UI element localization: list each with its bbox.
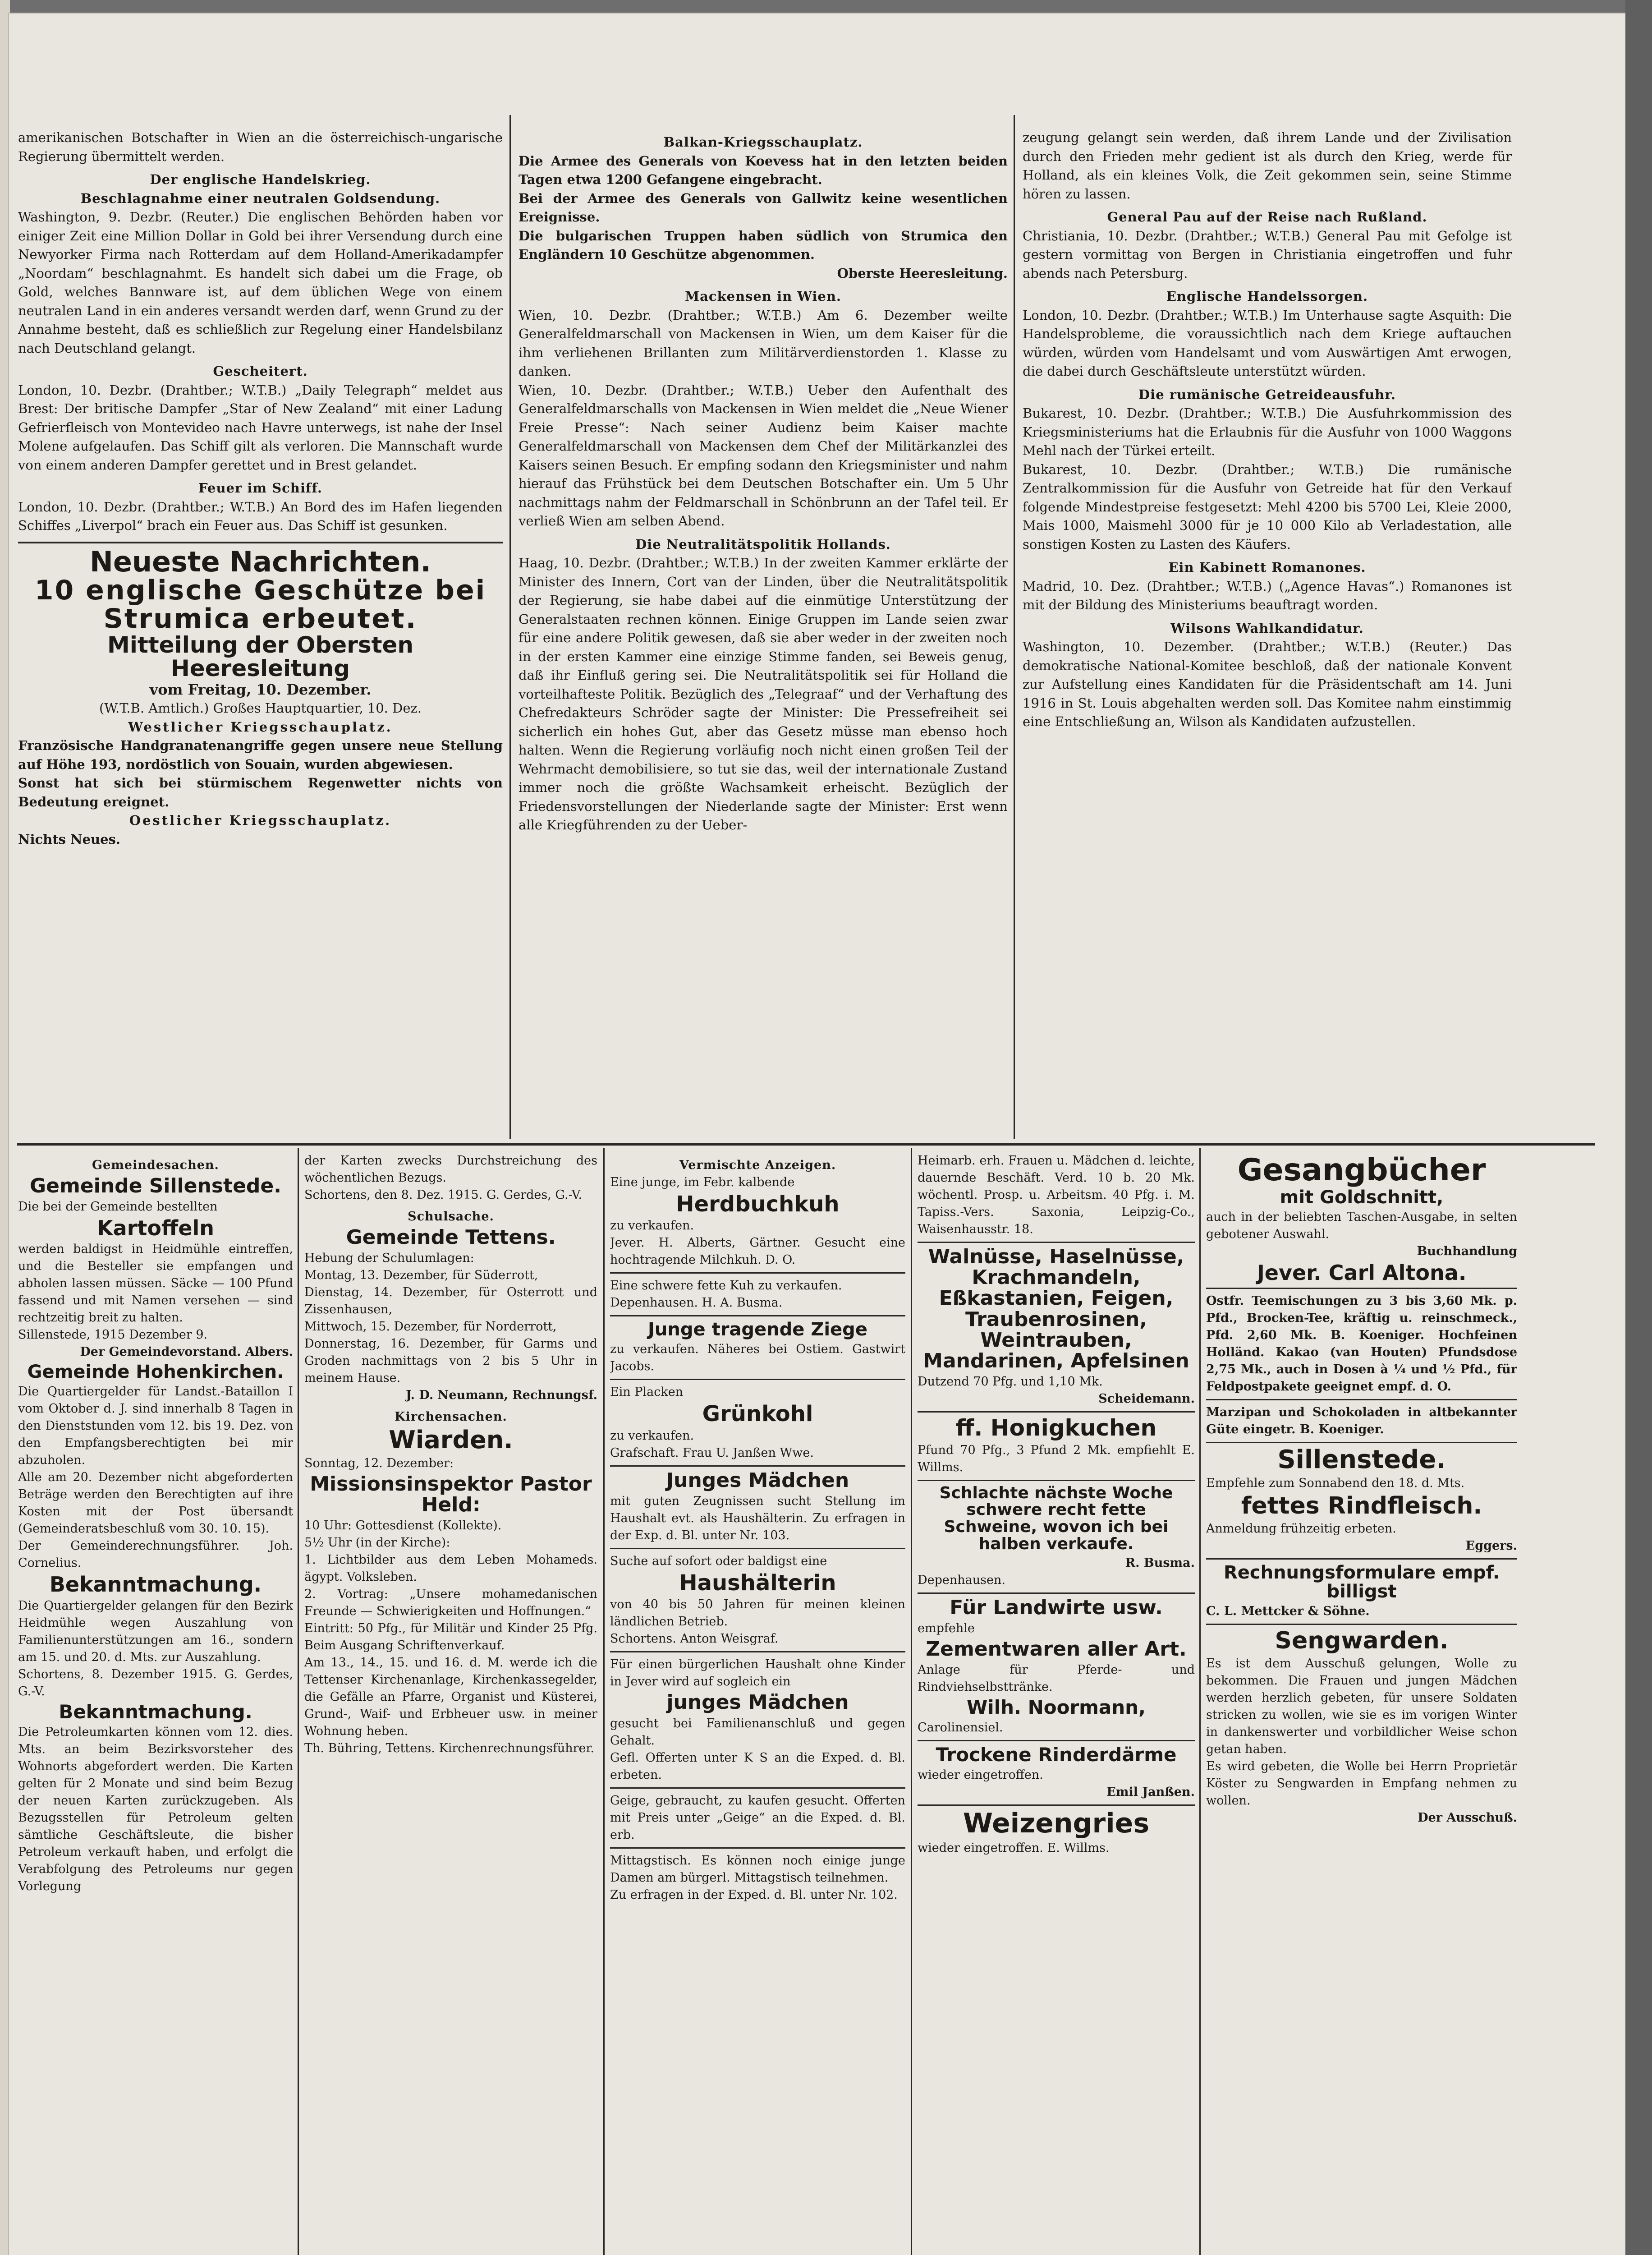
- paragraph: Eine junge, im Febr. kalbende: [610, 1175, 795, 1189]
- ad-separator: [918, 1740, 1195, 1741]
- paragraph: wieder eingetroffen.: [918, 1768, 1043, 1782]
- ad-separator: [610, 1847, 905, 1849]
- ad-separator: [1206, 1558, 1517, 1560]
- bottom-column-3-ads: [610, 1157, 905, 1904]
- display-heading: Sillenstede.: [1277, 1445, 1446, 1474]
- ad-separator: [610, 1272, 905, 1274]
- breaking-source: (W.T.B. Amtlich.) Großes Hauptquartier, 10. Dez.: [99, 700, 422, 716]
- paragraph: Die Quartiergelder gelangen für den Bezirk Heidmühle wegen Auszahlung von Familienunterstützungen am 16., sondern am 15. und 20. d. Mts. zur Auszahlung.: [18, 1598, 293, 1664]
- ad-separator: [610, 1651, 905, 1652]
- ad-separator: [918, 1411, 1195, 1413]
- paragraph: Depenhausen.: [918, 1573, 1005, 1587]
- breaking-west-text: Französische Handgranatenangriffe gegen unsere neue Stellung auf Höhe 193, nordöstlich von Souain, wurden abgewiesen.: [18, 738, 503, 772]
- breaking-title: Neueste Nachrichten.: [89, 545, 431, 578]
- paragraph: Mittagstisch. Es können noch einige junge Damen am bürgerl. Mittagstisch teilnehmen.: [610, 1853, 905, 1885]
- section-heading: Mackensen in Wien.: [684, 289, 842, 304]
- ad-separator: [918, 1592, 1195, 1594]
- signature: Der Ausschuß.: [1418, 1810, 1517, 1825]
- display-heading: Bekanntmachung.: [59, 1700, 252, 1723]
- section-heading: Die Neutralitätspolitik Hollands.: [635, 536, 891, 552]
- paragraph: Heimarb. erh. Frauen u. Mädchen d. leichte, dauernde Beschäft. Verd. 10 b. 20 Mk. wöchentl. Prosp. u. Arbeitsm. 40 Pfg. i. M. Tapiss.-Vers. Saxonia, Leipzig-Co., Waisenhausstr. 18.: [918, 1154, 1195, 1236]
- paragraph: Madrid, 10. Dez. (Drahtber.; W.T.B.) („Agence Havas“.) Romanones ist mit der Bildung des Ministeriums beauftragt worden.: [1023, 578, 1512, 612]
- ad-separator: [610, 1315, 905, 1316]
- paragraph: Eine schwere fette Kuh zu verkaufen.: [610, 1279, 842, 1293]
- ad-separator: [1206, 1624, 1517, 1625]
- ad-separator: [918, 1480, 1195, 1481]
- paragraph: Alle am 20. Dezember nicht abgeforderten Beträge werden den Berechtigten auf ihre Kosten mit der Post übersandt (Gemeinderatsbeschluß vom 30. 10. 15).: [18, 1470, 293, 1536]
- bold-paragraph: Marzipan und Schokoladen in altbekannter Güte eingetr. B. Koeniger.: [1206, 1405, 1517, 1436]
- paragraph: von 40 bis 50 Jahren für meinen kleinen ländlichen Betrieb.: [610, 1597, 905, 1629]
- display-heading: Junge tragende Ziege: [648, 1319, 867, 1340]
- paragraph: zu verkaufen. Näheres bei Ostiem. Gastwirt Jacobs.: [610, 1342, 905, 1374]
- paragraph: Schortens, 8. Dezember 1915. G. Gerdes, G.-V.: [18, 1667, 293, 1698]
- bottom-column-1-notices: [18, 1157, 293, 1895]
- bottom-column-5: [1206, 1152, 1517, 2255]
- paragraph: London, 10. Dezbr. (Drahtber.; W.T.B.) An Bord des im Hafen liegenden Schiffes „Liverpol“ brach ein Feuer aus. Das Schiff ist gesunken.: [18, 499, 503, 533]
- paragraph: Die Petroleumkarten können vom 12. dies. Mts. an beim Bezirksvorsteher des Wohnorts abgefordert werden. Die Karten gelten für 2 Monate und sind beim Bezug der neuen Karten zurückzugeben. Als Bezugsstellen für Petroleum gelten sämtliche Geschäftsleute, die bisher Petroleum verkauft haben, und erfolgt die Verabfolgung des Petroleums nur gegen Vorlegung: [18, 1725, 293, 1893]
- paragraph: Bukarest, 10. Dezbr. (Drahtber.; W.T.B.) Die Ausfuhrkommission des Kriegsministeriums hat die Erlaubnis für die Ausfuhr von 1000 Waggons Mehl nach der Türkei erteilt.: [1023, 405, 1512, 458]
- scan-left-margin: [0, 0, 10, 2255]
- display-heading: Gemeinde Hohenkirchen.: [27, 1362, 284, 1383]
- paragraph: Am 13., 14., 15. und 16. d. M. werde ich die Tettenser Kirchenanlage, Kirchenkassegelder, die Gefälle an Pfarre, Organist und Küsterei, Grund-, Waif- und Erbheuer usw. in meiner Wohnung heben.: [304, 1656, 597, 1739]
- display-heading: Haushälterin: [679, 1570, 836, 1596]
- paragraph: Montag, 13. Dezember, für Süderrott,: [304, 1268, 538, 1283]
- display-heading: Schlachte nächste Woche schwere recht fette Schweine, wovon ich bei halben verkaufe.: [939, 1483, 1173, 1554]
- breaking-headline: 10 englische Geschütze bei Strumica erbeutet.: [34, 574, 486, 635]
- paragraph: Christiania, 10. Dezbr. (Drahtber.; W.T.B.) General Pau mit Gefolge ist gestern vormittag von Bergen in Christiania eingetroffen und fuhr abends nach Petersburg.: [1023, 228, 1512, 281]
- paragraph: Th. Bühring, Tettens. Kirchenrechnungsführer.: [304, 1741, 595, 1756]
- bottom-column-4: [918, 1152, 1195, 2255]
- display-heading: Grünkohl: [702, 1401, 813, 1427]
- section-heading: Ein Kabinett Romanones.: [1168, 560, 1366, 575]
- column-rule-bottom-2: [603, 1148, 605, 2255]
- signature: Emil Janßen.: [1106, 1785, 1195, 1799]
- display-heading: Junges Mädchen: [666, 1468, 849, 1492]
- paragraph: zeugung gelangt sein werden, daß ihrem Lande und der Zivilisation durch den Frieden mehr gedient ist als durch den Krieg, werde für Holland, als ein kleines Volk, die Zeit gekommen sein, seine Stimme hören zu lassen.: [1023, 130, 1512, 202]
- display-heading: fettes Rindfleisch.: [1241, 1492, 1482, 1520]
- bold-paragraph: Ostfr. Teemischungen zu 3 bis 3,60 Mk. p. Pfd., Brocken-Tee, kräftig u. reinschmeck., Pfd. 2,60 Mk. B. Koeniger. Hochfeinen Holländ. Kakao (van Houten) Pfundsdose 2,75 Mk., auch in Dosen à ¼ und ½ Pfd., für Feldpostpakete geeignet empf. d. O.: [1206, 1293, 1517, 1394]
- signature: R. Busma.: [1125, 1555, 1195, 1570]
- paragraph: Wien, 10. Dezbr. (Drahtber.; W.T.B.) Ueber den Aufenthalt des Generalfeldmarschalls von Mackensen in Wien meldet die „Neue Wiener Freie Presse“: Nach seiner Audienz beim Kaiser machte Generalfeldmarschall von Mackensen dem Chef der Militärkanzlei des Kaisers seinen Besuch. Er empfing sodann den Kriegsminister und nahm hierauf das Frühstück bei dem Deutschen Botschafter ein. Um 5 Uhr nachmittags nahm der Feldmarschall in Schönbrunn an der Tafel teil. Er verließ Wien am selben Abend.: [519, 382, 1008, 529]
- section-heading: Der englische Handelskrieg.: [150, 172, 371, 187]
- paragraph: London, 10. Dezbr. (Drahtber.; W.T.B.) „Daily Telegraph“ meldet aus Brest: Der britische Dampfer „Star of New Zealand“ mit einer Ladung Gefrierfleisch von Montevideo nach Havre unterwegs, ist nahe der Insel Molene aufgelaufen. Das Schiff gilt als verloren. Die Mannschaft wurde von einem anderen Dampfer gerettet und in Brest gelandet.: [18, 382, 503, 473]
- signature: Oberste Heeresleitung.: [837, 265, 1008, 281]
- paragraph: Dienstag, 14. Dezember, für Osterrott und Zissenhausen,: [304, 1285, 597, 1317]
- bottom-column-2: [304, 1152, 597, 2255]
- paragraph: Jever. H. Alberts, Gärtner. Gesucht eine hochtragende Milchkuh. D. O.: [610, 1236, 905, 1267]
- paragraph: Suche auf sofort oder baldigst eine: [610, 1554, 827, 1568]
- display-heading: Zementwaren aller Art.: [926, 1638, 1187, 1661]
- paragraph: mit guten Zeugnissen sucht Stellung im Haushalt evt. als Haushälterin. Zu erfragen in der Exp. d. Bl. unter Nr. 103.: [610, 1494, 905, 1542]
- ad-separator: [1206, 1399, 1517, 1400]
- paragraph: amerikanischen Botschafter in Wien an die österreichisch-ungarische Regierung übermittelt werden.: [18, 130, 503, 164]
- display-heading: Sengwarden.: [1275, 1627, 1449, 1655]
- paragraph: gesucht bei Familienanschluß und gegen Gehalt.: [610, 1716, 905, 1748]
- display-heading: Für Landwirte usw.: [950, 1596, 1163, 1619]
- paragraph: empfehle: [918, 1621, 975, 1635]
- display-heading: Walnüsse, Haselnüsse, Krachmandeln, Eßkastanien, Feigen, Traubenrosinen, Weintrauben, Mandarinen, Apfelsinen: [923, 1245, 1189, 1372]
- section-heading: Wilsons Wahlkandidatur.: [1170, 620, 1364, 636]
- display-heading: Trockene Rinderdärme: [936, 1744, 1177, 1766]
- paragraph: Schortens, den 8. Dez. 1915. G. Gerdes, G.-V.: [304, 1188, 583, 1202]
- column-rule-top-2: [1014, 115, 1015, 1139]
- bold-paragraph: Bei der Armee des Generals von Gallwitz keine wesentlichen Ereignisse.: [519, 190, 1008, 225]
- bottom-column-5-ads: [1206, 1154, 1517, 1827]
- paragraph: wieder eingetroffen. E. Willms.: [918, 1841, 1110, 1855]
- section-heading: Schulsache.: [408, 1210, 494, 1224]
- ad-separator: [610, 1787, 905, 1789]
- section-heading: Englische Handelssorgen.: [1166, 289, 1368, 304]
- display-heading: Jever. Carl Altona.: [1257, 1261, 1467, 1285]
- display-heading: Wilh. Noormann,: [966, 1696, 1146, 1719]
- bold-paragraph: Die Armee des Generals von Koevess hat in den letzten beiden Tagen etwa 1200 Gefangene eingebracht.: [519, 153, 1008, 187]
- paragraph: 1. Lichtbilder aus dem Leben Mohameds. ägypt. Volksleben.: [304, 1553, 597, 1584]
- display-heading: Gemeinde Tettens.: [346, 1226, 556, 1249]
- column-rule-bottom-1: [298, 1148, 299, 2255]
- paragraph: 10 Uhr: Gottesdienst (Kollekte).: [304, 1519, 502, 1533]
- paragraph: Mittwoch, 15. Dezember, für Norderrott,: [304, 1320, 557, 1334]
- paragraph: zu verkaufen.: [610, 1219, 694, 1233]
- paragraph: Es ist dem Ausschuß gelungen, Wolle zu bekommen. Die Frauen und jungen Mädchen werden herzlich gebeten, für unsere Soldaten stricken zu wollen, wie sie es im vorigen Winter in dankenswerter und vorbildlicher Weise schon getan haben.: [1206, 1656, 1517, 1756]
- paragraph: Wien, 10. Dezbr. (Drahtber.; W.T.B.) Am 6. Dezember weilte Generalfeldmarschall von Mackensen in Wien, um dem Kaiser für die ihm verliehenen Brillanten zum Militärverdienstorden 1. Klasse zu danken.: [519, 307, 1008, 379]
- paragraph: Zu erfragen in der Exped. d. Bl. unter Nr. 102.: [610, 1887, 898, 1902]
- column-rule-bottom-4: [1199, 1148, 1201, 2255]
- section-heading: Gescheitert.: [213, 364, 308, 379]
- paragraph: Carolinensiel.: [918, 1721, 1003, 1735]
- top-column-2: [519, 129, 1008, 1139]
- paragraph: Für einen bürgerlichen Haushalt ohne Kinder in Jever wird auf sogleich ein: [610, 1657, 905, 1689]
- section-heading: Vermischte Anzeigen.: [679, 1158, 836, 1172]
- display-heading: Kartoffeln: [97, 1216, 214, 1241]
- top-column-3: [1023, 129, 1512, 1139]
- top-column-1-articles: [18, 129, 503, 535]
- display-heading: Missionsinspektor Pastor Held:: [310, 1472, 592, 1517]
- section-heading: General Pau auf der Reise nach Rußland.: [1107, 209, 1427, 225]
- paragraph: Ein Placken: [610, 1385, 684, 1399]
- paragraph: Washington, 10. Dezember. (Drahtber.; W.T.B.) (Reuter.) Das demokratische National-Komitee beschloß, daß der nationale Konvent zur Aufstellung eines Kandidaten für die Präsidentschaft am 14. Juni 1916 in St. Louis abgehalten werden soll. Das Komitee nahm einstimmig eine Entschließung an, Wilson als Kandidaten aufzustellen.: [1023, 639, 1512, 729]
- paragraph: der Karten zwecks Durchstreichung des wöchentlichen Bezugs.: [304, 1154, 597, 1185]
- section-heading: Gemeindesachen.: [92, 1158, 219, 1172]
- paragraph: Der Gemeinderechnungsführer. Joh. Cornelius.: [18, 1539, 293, 1570]
- paragraph: Geige, gebraucht, zu kaufen gesucht. Offerten mit Preis unter „Geige“ an die Exped. d. Bl. erb.: [610, 1793, 905, 1842]
- column-rule-top-1: [509, 115, 511, 1139]
- paragraph: Sonntag, 12. Dezember:: [304, 1456, 454, 1470]
- paragraph: zu verkaufen.: [610, 1428, 694, 1443]
- section-heading: Kirchensachen.: [395, 1410, 507, 1424]
- paragraph: 5½ Uhr (in der Kirche):: [304, 1536, 450, 1550]
- display-heading: Bekanntmachung.: [49, 1572, 262, 1597]
- paragraph: Dutzend 70 Pfg. und 1,10 Mk.: [918, 1375, 1103, 1389]
- bottom-column-1: [18, 1152, 293, 2255]
- paragraph: Die bei der Gemeinde bestellten: [18, 1200, 218, 1214]
- paragraph: Pfund 70 Pfg., 3 Pfund 2 Mk. empfiehlt E. Willms.: [918, 1443, 1195, 1474]
- top-column-1: [18, 129, 503, 1139]
- ad-separator: [610, 1548, 905, 1549]
- section-divider: [17, 1143, 1595, 1146]
- ad-separator: [918, 1242, 1195, 1243]
- paragraph: Sillenstede, 1915 Dezember 9.: [18, 1328, 208, 1342]
- breaking-news-box: [18, 542, 503, 849]
- display-heading: junges Mädchen: [666, 1691, 849, 1714]
- signature: J. D. Neumann, Rechnungsf.: [405, 1388, 597, 1403]
- paragraph: Anmeldung frühzeitig erbeten.: [1206, 1522, 1396, 1536]
- newspaper-page: [9, 14, 1625, 2255]
- section-heading: Balkan-Kriegsschauplatz.: [663, 134, 863, 150]
- paragraph: Donnerstag, 16. Dezember, für Garms und Groden nachmittags von 2 bis 5 Uhr in meinem Hause.: [304, 1337, 597, 1385]
- signature: Buchhandlung: [1417, 1244, 1517, 1259]
- paragraph: Empfehle zum Sonnabend den 18. d. Mts.: [1206, 1476, 1465, 1491]
- sub-heading: Beschlagnahme einer neutralen Goldsendung.: [80, 190, 441, 206]
- paragraph: Es wird gebeten, die Wolle bei Herrn Proprietär Köster zu Sengwarden in Empfang nehmen zu wollen.: [1206, 1759, 1517, 1808]
- section-heading: Feuer im Schiff.: [198, 480, 322, 496]
- bottom-column-4-ads: [918, 1152, 1195, 1857]
- paragraph: Hebung der Schulumlagen:: [304, 1251, 474, 1266]
- breaking-west-text2: Sonst hat sich bei stürmischem Regenwetter nichts von Bedeutung ereignet.: [18, 775, 503, 810]
- signature: Scheidemann.: [1098, 1392, 1195, 1406]
- bottom-column-3: [610, 1152, 905, 2255]
- bold-paragraph: C. L. Mettcker & Söhne.: [1206, 1604, 1370, 1619]
- section-heading: Die rumänische Getreideausfuhr.: [1138, 387, 1396, 402]
- paragraph: Grafschaft. Frau U. Janßen Wwe.: [610, 1445, 814, 1460]
- display-heading: Rechnungsformulare empf. billigst: [1223, 1562, 1500, 1602]
- paragraph: auch in der beliebten Taschen-Ausgabe, in selten gebotener Auswahl.: [1206, 1210, 1517, 1242]
- scan-right-border: [1625, 0, 1652, 2255]
- display-heading: mit Goldschnitt,: [1280, 1187, 1444, 1208]
- ad-separator: [610, 1465, 905, 1467]
- top-column-3-articles: [1023, 129, 1512, 732]
- column-rule-bottom-3: [911, 1148, 912, 2255]
- breaking-east-title: Oestlicher Kriegsschauplatz.: [129, 813, 392, 828]
- display-heading: Weizengries: [963, 1808, 1150, 1840]
- paragraph: Schortens. Anton Weisgraf.: [610, 1632, 779, 1646]
- ad-separator: [610, 1379, 905, 1380]
- paragraph: werden baldigst in Heidmühle eintreffen, und die Besteller sie empfangen und abholen lassen müssen. Säcke — 100 Pfund fassend und mit Namen versehen — sind rechtzeitig breit zu halten.: [18, 1242, 293, 1325]
- display-heading: Wiarden.: [389, 1426, 513, 1454]
- breaking-west-title: Westlicher Kriegsschauplatz.: [128, 719, 393, 735]
- bottom-column-2-notices: [304, 1152, 597, 1757]
- display-heading: Herdbuchkuh: [676, 1192, 840, 1217]
- display-heading: Gemeinde Sillenstede.: [30, 1174, 281, 1197]
- paragraph: Haag, 10. Dezbr. (Drahtber.; W.T.B.) In der zweiten Kammer erklärte der Minister des Innern, Cort van der Linden, über die Neutralitätspolitik der Regierung, sie habe dabei auf die einmütige Unterstützung der Generalstaaten rechnen können. Einige Gruppen im Lande seien zwar für eine andere Politik gewesen, daß sie aber weder in der zweiten noch in der ersten Kammer eine einzige Stimme fanden, sei Beweis genug, daß ihr Einfluß gering sei. Die Neutralitätspolitik sei für Holland die vorteilhafteste Politik. Bezüglich des „Telegraaf“ und der Verhaftung des Chefredakteurs Schröder sagte der Minister: Die Pressefreiheit sei sicherlich ein hohes Gut, aber das Gesetz müsse man ebenso hoch halten. Wenn die Regierung vorläufig noch nicht einen großen Teil der Wehrmacht demobilisiere, so tut sie das, weil der internationale Zustand immer noch die größte Wachsamkeit erheischt. Bezüglich der Friedensvorstellungen der Niederlande sagte der Minister: Erst wenn alle Kriegführenden zu der Ueber-: [519, 555, 1008, 833]
- paragraph: Eintritt: 50 Pfg., für Militär und Kinder 25 Pfg. Beim Ausgang Schriftenverkauf.: [304, 1621, 597, 1653]
- ad-separator: [1206, 1288, 1517, 1289]
- paragraph: 2. Vortrag: „Unsere mohamedanischen Freunde — Schwierigkeiten und Hoffnungen.“: [304, 1587, 597, 1619]
- signature: Eggers.: [1465, 1539, 1517, 1553]
- ad-separator: [918, 1804, 1195, 1806]
- breaking-east-text: Nichts Neues.: [18, 831, 121, 847]
- breaking-date: vom Freitag, 10. Dezember.: [149, 681, 372, 698]
- paragraph: Die Quartiergelder für Landst.-Bataillon I vom Oktober d. J. sind innerhalb 8 Tagen in den Dienststunden vom 12. bis 19. Dez. von den Empfangsberechtigten bei mir abzuholen.: [18, 1385, 293, 1468]
- top-column-2-articles: [519, 133, 1008, 835]
- paragraph: Bukarest, 10. Dezbr. (Drahtber.; W.T.B.) Die rumänische Zentralkommission für die Ausfuhr von Getreide hat für den Verkauf folgende Mindestpreise festgesetzt: Mehl 4200 bis 5700 Lei, Kleie 2000, Mais 1000, Maismehl 3000 für je 10 000 Kilo ab Verladestation, alle sonstigen Kosten zu Lasten des Käufers.: [1023, 461, 1512, 552]
- paragraph: Washington, 9. Dezbr. (Reuter.) Die englischen Behörden haben vor einiger Zeit eine Million Dollar in Gold bei ihrer Versendung durch eine Newyorker Firma nach Rotterdam auf dem Holland-Amerikadampfer „Noordam“ beschlagnahmt. Es handelt sich dabei um die Frage, ob Gold, welches Bannware ist, auf dem üblichen Wege von einem neutralen Land in ein anderes versandt werden darf, wenn Grund zu der Annahme besteht, daß es schließlich zur Regelung einer Handelsbilanz nach Deutschland gelangt.: [18, 209, 503, 356]
- paragraph: Anlage für Pferde- und Rindviehselbsttränke.: [918, 1663, 1195, 1694]
- paragraph: Depenhausen. H. A. Busma.: [610, 1296, 783, 1310]
- bold-paragraph: Die bulgarischen Truppen haben südlich von Strumica den Engländern 10 Geschütze abgenommen.: [519, 228, 1008, 262]
- display-heading: ff. Honigkuchen: [955, 1415, 1157, 1441]
- breaking-sub: Mitteilung der Obersten Heeresleitung: [107, 631, 414, 682]
- ad-separator: [1206, 1442, 1517, 1443]
- paragraph: Gefl. Offerten unter K S an die Exped. d. Bl. erbeten.: [610, 1750, 905, 1782]
- signature: Der Gemeindevorstand. Albers.: [80, 1345, 293, 1359]
- paragraph: London, 10. Dezbr. (Drahtber.; W.T.B.) Im Unterhause sagte Asquith: Die Handelsprobleme, die voraussichtlich nach dem Kriege auftauchen würden, würden vom Handelsamt und vom Auswärtigen Amt erwogen, die dabei durch Geschäftsleute unterstützt würden.: [1023, 307, 1512, 379]
- display-heading: Gesangbücher: [1237, 1152, 1486, 1188]
